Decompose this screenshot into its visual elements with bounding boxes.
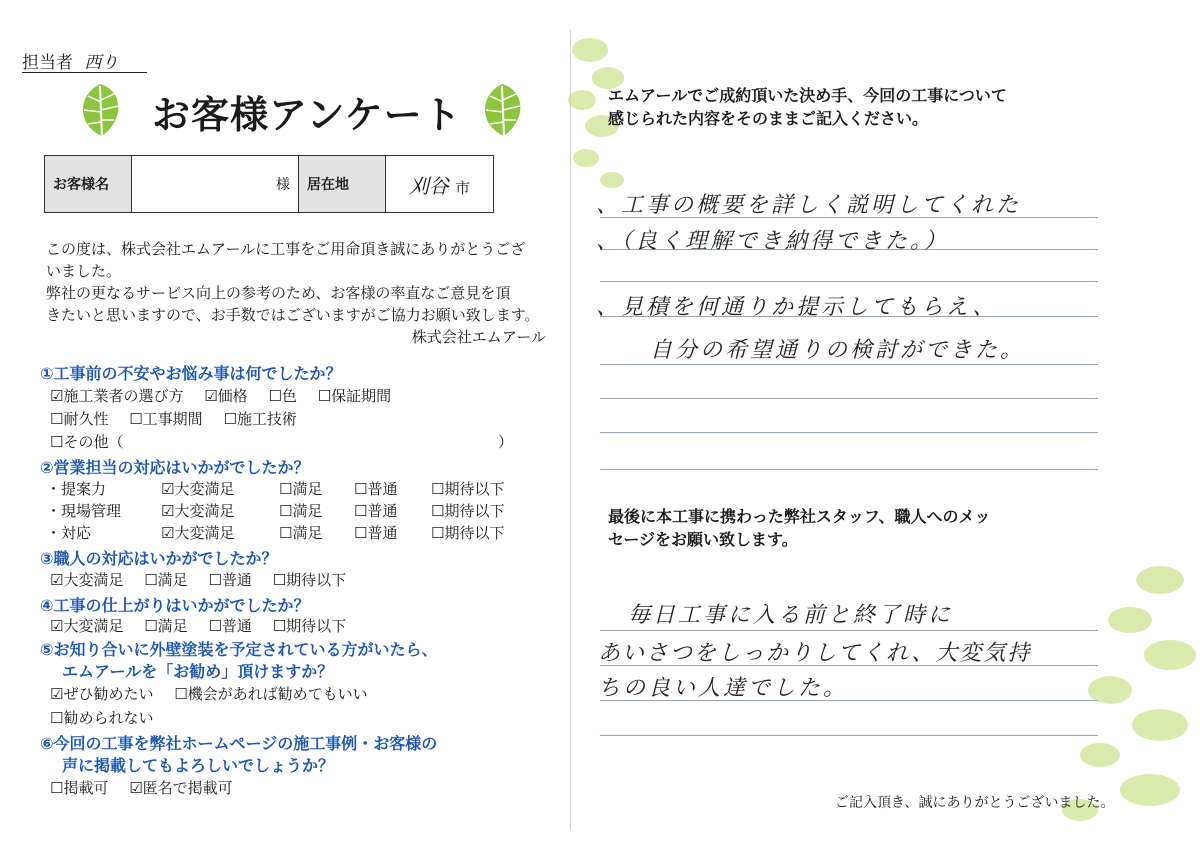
q2-option[interactable]: ☐普通 [354, 502, 398, 520]
q5-question-line1: ⑤お知り合いに外壁塗装を予定されている方がいたら、 [40, 640, 438, 659]
q4-question: ④工事の仕上がりはいかがでしたか？ [40, 596, 310, 615]
q2-row-label: ・対応 [46, 524, 92, 542]
ruled-line [600, 735, 1098, 736]
q1-option[interactable]: ☐施工技術 [223, 410, 297, 428]
closing-message: ご記入頂き、誠にありがとうございました。 [835, 795, 1115, 811]
q1-other-close: ） [498, 433, 514, 451]
q2-option[interactable]: ☐普通 [354, 480, 398, 498]
q5-option[interactable]: ☑ぜひ勧めたい [50, 685, 154, 703]
q2-option[interactable]: ☐普通 [354, 524, 398, 542]
survey-title: お客様アンケート [152, 93, 462, 137]
q2-option[interactable]: ☑大変満足 [161, 524, 235, 542]
q2-rating-grid [46, 478, 546, 544]
location-label: 居在地 [299, 156, 386, 213]
q1-option[interactable]: ☐保証期間 [317, 387, 392, 405]
q2-row-label: ・提案力 [46, 480, 107, 498]
comment-question-2 [608, 505, 1078, 551]
q2-question: ②営業担当の対応はいかがでしたか？ [40, 458, 310, 477]
q1-option[interactable]: ☐工事期間 [129, 410, 203, 428]
handwritten-answer-2-line: 毎日工事に入る前と終了時に [628, 603, 954, 628]
q1-option[interactable]: ☐色 [268, 387, 297, 405]
q5-options [50, 683, 384, 704]
staff-name: 西り [84, 53, 119, 73]
greeting-line: きたいと思いますので、お手数ではございますがご協力お願い致します。 [46, 306, 540, 324]
customer-info-table [44, 155, 494, 213]
q2-option[interactable]: ☐期待以下 [431, 480, 505, 498]
leaf-icon-right [474, 80, 530, 140]
q2-row [46, 522, 546, 544]
name-suffix: 様 [276, 177, 290, 193]
q5-option[interactable]: ☐機会があれば勧めてもいい [174, 685, 368, 703]
q3-options [50, 569, 362, 590]
handwritten-answer-1-line: 、見積を何通りか提示してもらえ、 [596, 295, 998, 320]
q4-option[interactable]: ☐満足 [144, 617, 188, 635]
q1-option[interactable]: ☑価格 [204, 387, 248, 405]
greeting-text [46, 238, 556, 348]
handwritten-answer-2-line: ちの良い人達でした。 [598, 676, 849, 701]
staff-label: 担当者 [22, 53, 73, 73]
q3-option[interactable]: ☐普通 [208, 571, 252, 589]
staff-field [22, 48, 118, 73]
q6-question-line1: ⑥今回の工事を弊社ホームページの施工事例・お客様の [40, 734, 438, 753]
q1-options-row2 [50, 408, 313, 429]
q4-option[interactable]: ☐普通 [208, 617, 252, 635]
q2-option[interactable]: ☐満足 [279, 480, 323, 498]
ruled-line [600, 630, 1098, 631]
greeting-line: いました。 [46, 262, 122, 280]
q1-option[interactable]: ☑施工業者の選び方 [50, 387, 184, 405]
greeting-line: 弊社の更なるサービス向上の参考のため、お客様の率直なご意見を頂 [46, 284, 511, 302]
ruled-line [600, 281, 1098, 282]
q5-question-line2: エムアールを「お勧め」頂けますか？ [62, 662, 334, 681]
q2-row-label: ・現場管理 [46, 502, 122, 520]
q3-option[interactable]: ☐期待以下 [272, 571, 347, 589]
name-field [132, 156, 299, 213]
q4-option[interactable]: ☑大変満足 [50, 617, 124, 635]
q3-option[interactable]: ☐満足 [144, 571, 188, 589]
ruled-line [600, 432, 1098, 433]
q3-question: ③職人の対応はいかがでしたか？ [40, 549, 278, 568]
comment-question-2-line: 最後に本工事に携わった弊社スタッフ、職人へのメッ [608, 507, 991, 526]
comment-question-2-line: セージをお願い致します。 [608, 530, 798, 549]
ruled-line [600, 469, 1098, 470]
q6-options [50, 777, 249, 798]
staff-underline [22, 72, 147, 73]
q4-options [50, 615, 362, 636]
location-suffix: 市 [455, 178, 471, 197]
q2-row [46, 478, 546, 500]
greeting-line: この度は、株式会社エムアールに工事をご用命頂き誠にありがとうござ [46, 240, 526, 258]
q2-option[interactable]: ☐満足 [279, 502, 323, 520]
q1-options-row1 [50, 385, 407, 406]
ruled-line [600, 398, 1098, 399]
foliage-decoration-bottom [1040, 560, 1200, 830]
comment-question-1-line: 感じられた内容をそのままご記入ください。 [608, 109, 929, 128]
q6-option[interactable]: ☑匿名で掲載可 [129, 779, 233, 797]
comment-question-1 [608, 84, 1098, 130]
q1-question: ①工事前の不安やお悩み事は何でしたか？ [40, 364, 342, 383]
q6-option[interactable]: ☐掲載可 [50, 779, 109, 797]
handwritten-answer-1-line: 、工事の概要を詳しく説明してくれた [596, 193, 1022, 218]
name-label: お客様名 [45, 156, 132, 213]
handwritten-answer-1-line: 自分の希望通りの検討ができた。 [650, 338, 1026, 363]
q2-option[interactable]: ☐満足 [279, 524, 323, 542]
q5-option[interactable]: ☐勧められない [50, 709, 154, 727]
q1-option[interactable]: ☐耐久性 [50, 410, 109, 428]
comment-question-1-line: エムアールでご成約頂いた決め手、今回の工事について [608, 86, 1007, 105]
q6-question-line2: 声に掲載してもよろしいでしょうか？ [62, 756, 335, 775]
location-field [386, 156, 494, 213]
q2-option[interactable]: ☐期待以下 [431, 502, 505, 520]
q2-row [46, 500, 546, 522]
handwritten-answer-2-line: あいさつをしっかりしてくれ、大変気持 [598, 641, 1032, 666]
q2-option[interactable]: ☑大変満足 [161, 502, 235, 520]
q4-option[interactable]: ☐期待以下 [272, 617, 347, 635]
location-value: 刈谷 [408, 173, 449, 198]
q2-option[interactable]: ☑大変満足 [161, 480, 235, 498]
leaf-icon-left [72, 80, 128, 140]
handwritten-answer-1-line: 、（良く理解でき納得できた。） [596, 229, 950, 254]
ruled-line [600, 364, 1098, 365]
q2-option[interactable]: ☐期待以下 [431, 524, 505, 542]
q3-option[interactable]: ☑大変満足 [50, 571, 124, 589]
q1-other-option[interactable]: ☐その他（ [50, 433, 124, 451]
company-name: 株式会社エムアール [411, 328, 546, 346]
